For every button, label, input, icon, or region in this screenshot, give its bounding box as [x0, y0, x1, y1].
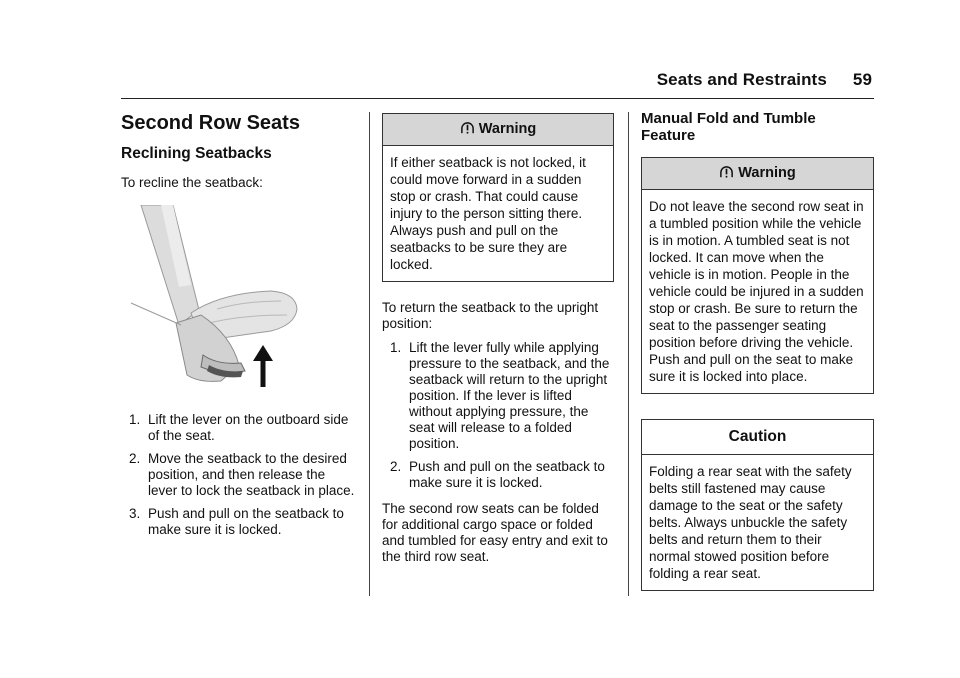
column-divider-2	[628, 112, 629, 596]
column-3	[641, 108, 874, 591]
list-item: 1. Lift the lever fully while applying pressure to the seatback, and the seatback will return to the upright position. If the lever is lifted without applying pressure, the seat will release to a folded position.	[390, 340, 610, 451]
header-rule	[121, 98, 874, 99]
recline-steps	[121, 412, 356, 538]
caution-body: Folding a rear seat with the safety belts still fastened may cause damage to the seat or the safety belts. Always unbuckle the safety belts and return them to their normal stowed position before folding a rear seat.	[649, 464, 852, 581]
manual-fold-heading: Manual Fold and Tumble Feature	[641, 110, 816, 144]
warning-body: Do not leave the second row seat in a tumbled position while the vehicle is in motion. A tumbled seat is not locked. It can move when the vehicle is in motion. People in the vehicle could be injured in a sudden stop or crash. Be sure to return the seat to the passenger seating position before driving the vehicle. Push and pull on the seat to make sure it is locked into place.	[649, 199, 864, 384]
fold-tumble-note: The second row seats can be folded for additional cargo space or folded and tumbled for easy entry and exit to the third row seat.	[382, 501, 608, 564]
section-heading: Second Row Seats	[121, 112, 300, 134]
warning-box-seatback	[382, 113, 614, 282]
return-intro: To return the seatback to the upright position:	[382, 300, 599, 331]
warning-header: Warning	[642, 158, 873, 190]
list-item: 2. Push and pull on the seatback to make sure it is locked.	[390, 459, 605, 490]
return-steps	[382, 340, 614, 491]
warning-body: If either seatback is not locked, it could move forward in a sudden stop or crash. That could cause injury to the person sitting there. Always push and pull on the seatbacks to be sure they are locked.	[390, 155, 586, 272]
recline-intro: To recline the seatback:	[121, 175, 263, 190]
reclining-seatbacks-heading: Reclining Seatbacks	[121, 145, 272, 162]
warning-header: Warning	[383, 114, 613, 146]
page-header	[657, 70, 872, 90]
list-item: 1. Lift the lever on the outboard side of the seat.	[129, 412, 349, 443]
page-number: 59	[852, 70, 872, 89]
warning-icon	[719, 165, 734, 180]
caution-header: Caution	[642, 420, 873, 455]
seat-illustration	[121, 205, 356, 400]
column-2	[382, 113, 614, 565]
column-1	[121, 108, 356, 545]
caution-box	[641, 419, 874, 591]
list-item: 2. Move the seatback to the desired position, and then release the lever to lock the seatback in place.	[129, 451, 355, 498]
column-divider-1	[369, 112, 370, 596]
warning-icon	[460, 121, 475, 136]
list-item: 3. Push and pull on the seatback to make sure it is locked.	[129, 506, 344, 537]
warning-box-tumble	[641, 157, 874, 394]
section-title: Seats and Restraints	[656, 70, 827, 89]
